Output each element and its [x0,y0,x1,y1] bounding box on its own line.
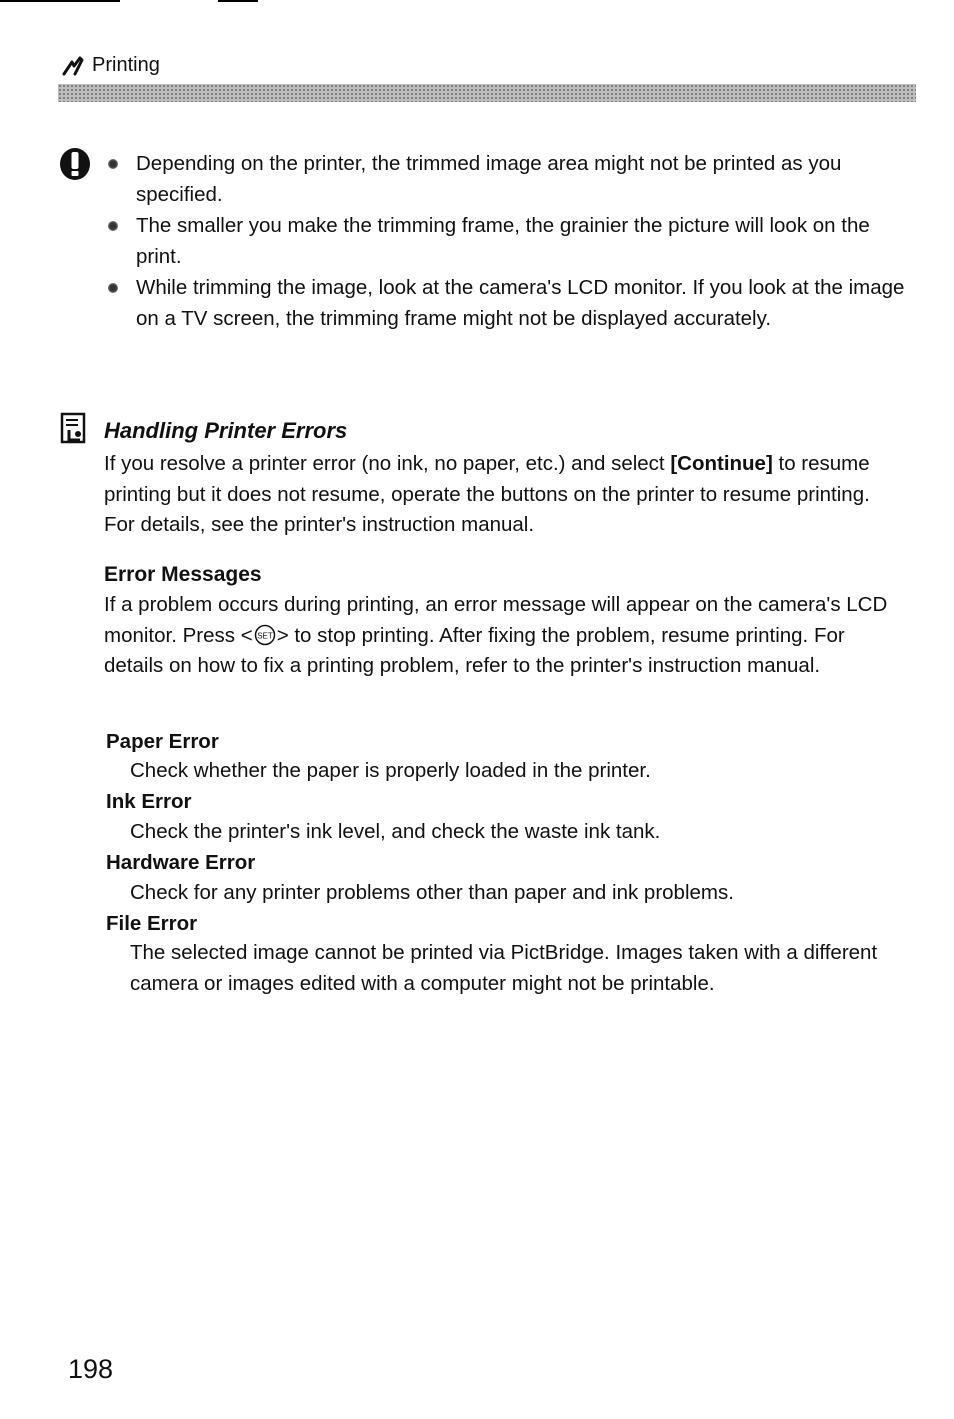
error-title: Hardware Error [106,851,256,874]
error-messages-paragraph: If a problem occurs during printing, an error message will appear on the camera's LCD monitor. Press < SET > to stop printing. After fixing the problem, resume printing. For details on how to fix a printing problem, refer to the printer's instruction manual. [104,593,888,677]
bullet-icon [108,159,118,169]
error-description: Check the printer's ink level, and check the waste ink tank. [130,820,661,843]
printing-icon [62,56,88,76]
error-title: Ink Error [106,790,192,813]
caution-item: While trimming the image, look at the camera's LCD monitor. If you look at the image on a TV screen, the trimming frame might not be displayed accurately. [106,272,906,334]
section-title: Printing [92,54,160,76]
caution-item: The smaller you make the trimming frame, the grainier the picture will look on the print. [106,210,906,272]
error-messages-heading: Error Messages [104,563,262,586]
caution-list [106,148,906,334]
set-button-icon [254,624,276,646]
error-description: Check whether the paper is properly loaded in the printer. [130,759,651,782]
caution-icon [58,146,92,182]
header-band [58,84,916,102]
handling-heading: Handling Printer Errors [104,418,348,443]
svg-text:SET: SET [256,631,273,640]
note-icon [60,412,88,444]
error-title: File Error [106,912,198,935]
top-rule-left [0,0,120,2]
error-title: Paper Error [106,730,219,753]
page-number: 198 [68,1354,114,1384]
error-description: The selected image cannot be printed via PictBridge. Images taken with a different camera or images edited with a computer might not be printable. [130,941,878,995]
error-description: Check for any printer problems other than paper and ink problems. [130,881,734,904]
top-rule-right [218,0,258,2]
section-header [62,54,160,77]
handling-paragraph: If you resolve a printer error (no ink, no paper, etc.) and select [Continue] to resume printing but it does not resume, operate the buttons on the printer to resume printing. For details, see the printer's instruction manual. [104,452,870,536]
bullet-icon [108,283,118,293]
caution-item: Depending on the printer, the trimmed image area might not be printed as you specified. [106,148,906,210]
bullet-icon [108,221,118,231]
